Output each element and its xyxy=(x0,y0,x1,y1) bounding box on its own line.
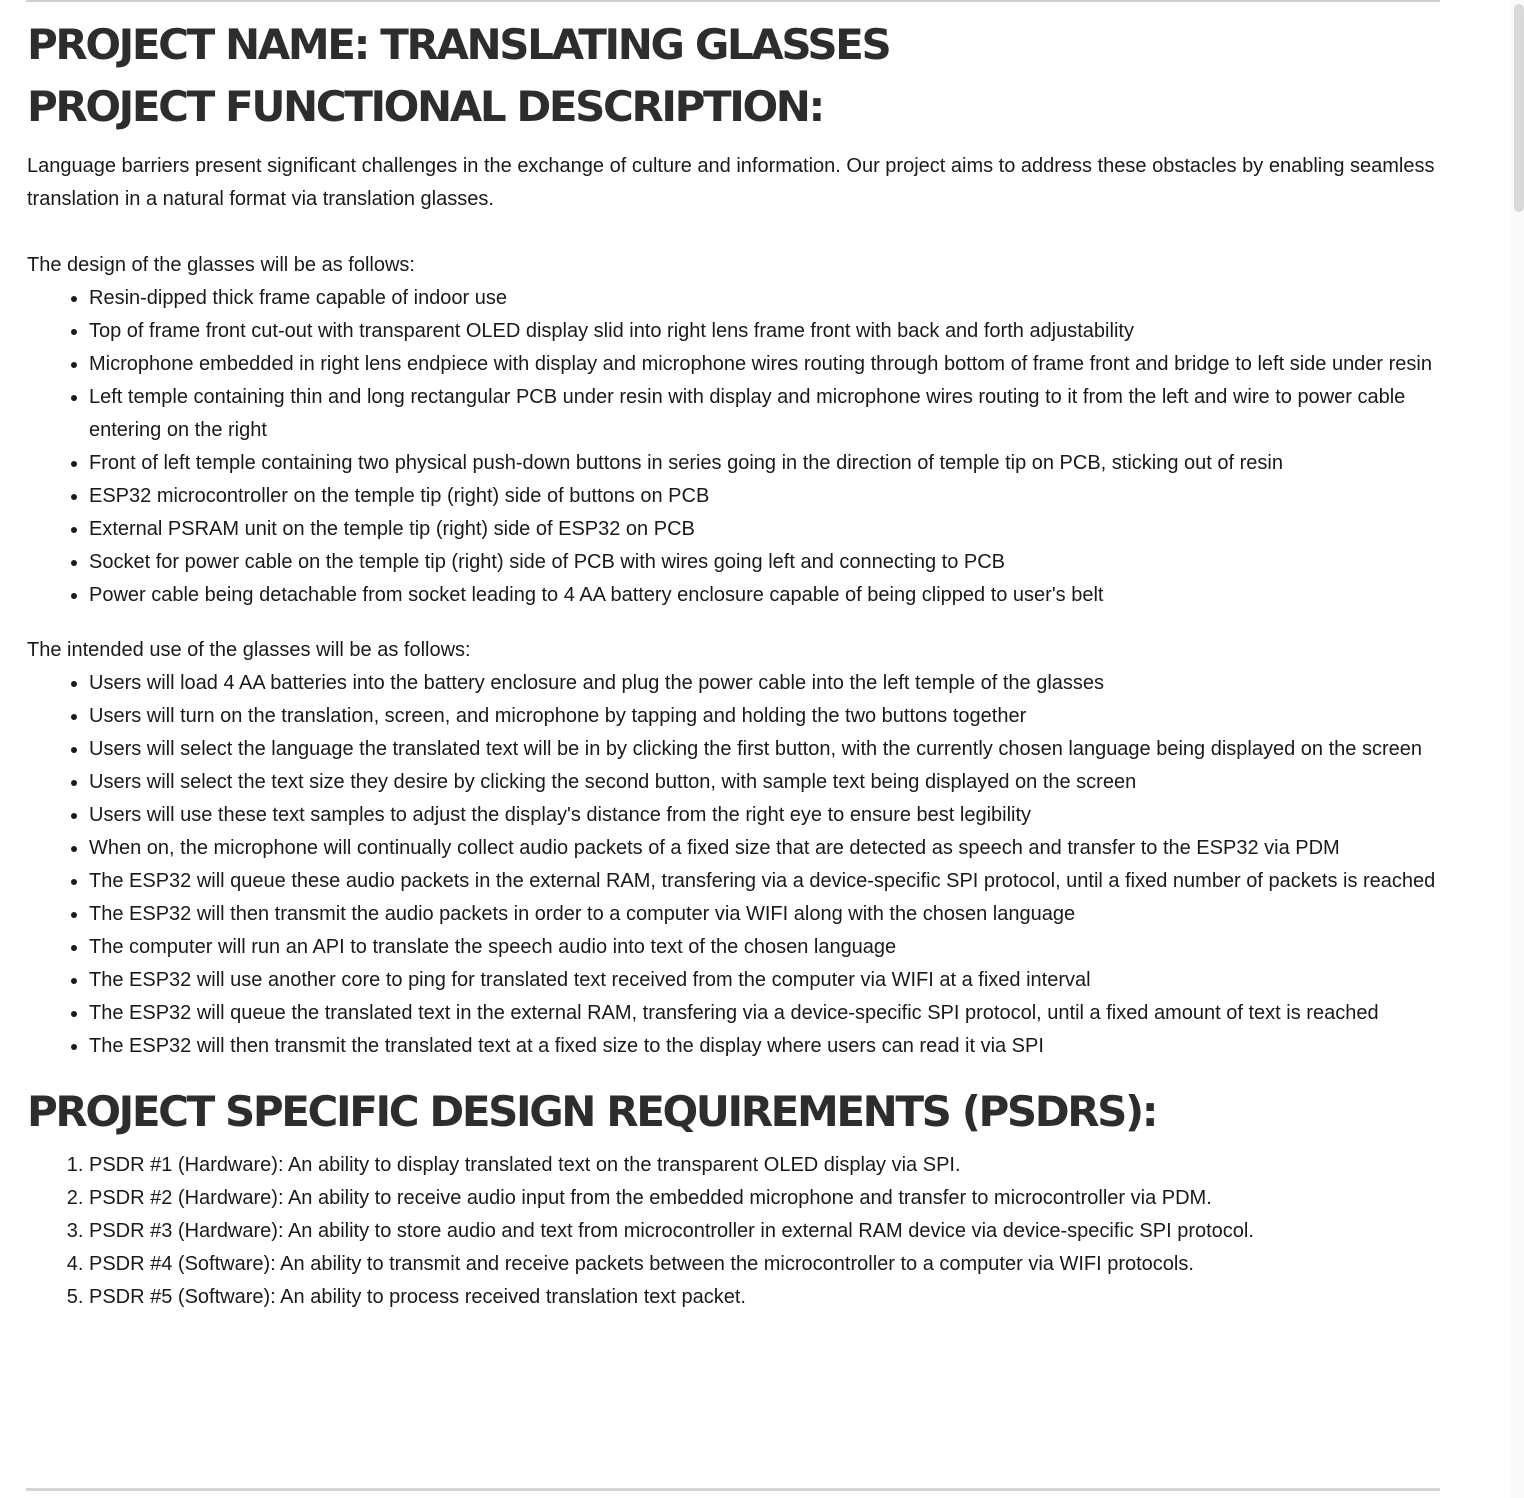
list-item: • The ESP32 will use another core to ping for translated text received from the computer via WIFI at a fixed interval xyxy=(89,964,1437,997)
psdr-list xyxy=(27,1149,1437,1314)
list-item: • Microphone embedded in right lens endpiece with display and microphone wires routing through bottom of frame front and bridge to left side under resin xyxy=(89,348,1437,381)
list-item: • Socket for power cable on the temple tip (right) side of PCB with wires going left and connecting to PCB xyxy=(89,546,1437,579)
list-item: • External PSRAM unit on the temple tip (right) side of ESP32 on PCB xyxy=(89,513,1437,546)
list-item: • The ESP32 will queue the translated text in the external RAM, transfering via a device-specific SPI protocol, until a fixed amount of text is reached xyxy=(89,997,1437,1030)
list-item: • Users will select the language the translated text will be in by clicking the first button, with the currently chosen language being displayed on the screen xyxy=(89,733,1437,766)
functional-description-heading: PROJECT FUNCTIONAL DESCRIPTION: xyxy=(27,82,823,131)
list-item: 3. PSDR #3 (Hardware): An ability to store audio and text from microcontroller in external RAM device via device-specific SPI protocol. xyxy=(89,1215,1437,1248)
scrollbar-thumb[interactable] xyxy=(1514,4,1524,212)
intended-use-intro: The intended use of the glasses will be as follows: xyxy=(27,639,471,661)
document-body xyxy=(27,14,1437,1314)
top-divider xyxy=(26,0,1440,2)
list-item: • Users will use these text samples to adjust the display's distance from the right eye to ensure best legibility xyxy=(89,799,1437,832)
list-item: • The ESP32 will queue these audio packets in the external RAM, transfering via a device-specific SPI protocol, until a fixed number of packets is reached xyxy=(89,865,1437,898)
design-list xyxy=(27,282,1437,612)
list-item: • Users will load 4 AA batteries into the battery enclosure and plug the power cable into the left temple of the glasses xyxy=(89,667,1437,700)
vertical-scrollbar[interactable] xyxy=(1510,0,1524,1498)
design-intro: The design of the glasses will be as follows: xyxy=(27,254,415,276)
list-item: • The ESP32 will then transmit the translated text at a fixed size to the display where users can read it via SPI xyxy=(89,1030,1437,1063)
list-item: • Users will turn on the translation, screen, and microphone by tapping and holding the two buttons together xyxy=(89,700,1437,733)
list-item: 1. PSDR #1 (Hardware): An ability to display translated text on the transparent OLED display via SPI. xyxy=(89,1149,1437,1182)
intended-use-list xyxy=(27,667,1437,1063)
psdr-heading: PROJECT SPECIFIC DESIGN REQUIREMENTS (PSDRS): xyxy=(27,1087,1157,1136)
project-name-heading: PROJECT NAME: TRANSLATING GLASSES xyxy=(27,20,890,69)
list-item: • Users will select the text size they desire by clicking the second button, with sample text being displayed on the screen xyxy=(89,766,1437,799)
list-item: • Top of frame front cut-out with transparent OLED display slid into right lens frame front with back and forth adjustability xyxy=(89,315,1437,348)
list-item: • The computer will run an API to translate the speech audio into text of the chosen language xyxy=(89,931,1437,964)
bottom-divider xyxy=(26,1488,1440,1491)
list-item: 5. PSDR #5 (Software): An ability to process received translation text packet. xyxy=(89,1281,1437,1314)
description-paragraph: Language barriers present significant challenges in the exchange of culture and information. Our project aims to address these obstacles by enabling seamless translation in a natural format via translation glasses. xyxy=(27,155,1435,210)
list-item: • Resin-dipped thick frame capable of indoor use xyxy=(89,282,1437,315)
list-item: 4. PSDR #4 (Software): An ability to transmit and receive packets between the microcontroller to a computer via WIFI protocols. xyxy=(89,1248,1437,1281)
list-item: • The ESP32 will then transmit the audio packets in order to a computer via WIFI along with the chosen language xyxy=(89,898,1437,931)
list-item: • ESP32 microcontroller on the temple tip (right) side of buttons on PCB xyxy=(89,480,1437,513)
list-item: 2. PSDR #2 (Hardware): An ability to receive audio input from the embedded microphone and transfer to microcontroller via PDM. xyxy=(89,1182,1437,1215)
list-item: • When on, the microphone will continually collect audio packets of a fixed size that are detected as speech and transfer to the ESP32 via PDM xyxy=(89,832,1437,865)
list-item: • Left temple containing thin and long rectangular PCB under resin with display and microphone wires routing to it from the left and wire to power cable entering on the right xyxy=(89,381,1437,447)
list-item: • Front of left temple containing two physical push-down buttons in series going in the direction of temple tip on PCB, sticking out of resin xyxy=(89,447,1437,480)
list-item: • Power cable being detachable from socket leading to 4 AA battery enclosure capable of being clipped to user's belt xyxy=(89,579,1437,612)
